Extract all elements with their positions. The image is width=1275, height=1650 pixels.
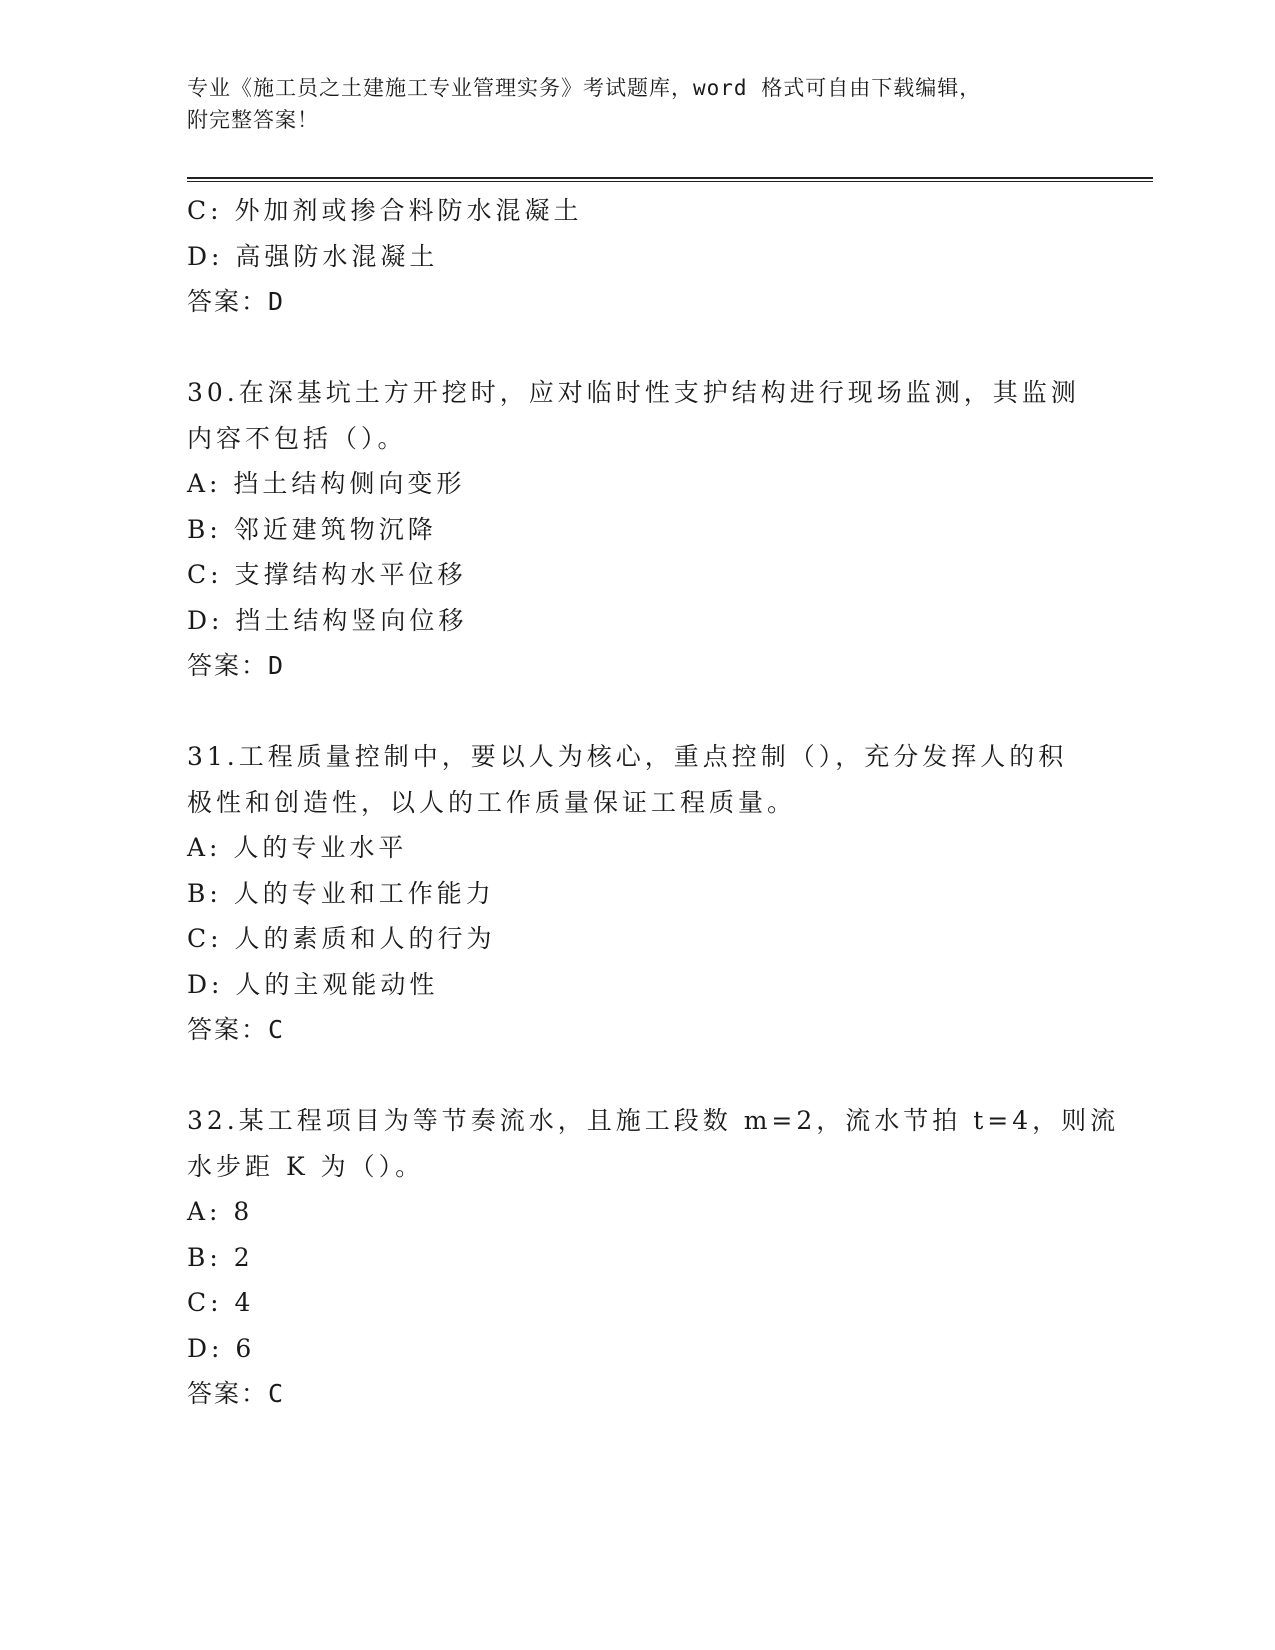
option-b: B: 2 (187, 1242, 254, 1272)
question-30 (187, 370, 1087, 689)
option-d: D: 高强防水混凝土 (187, 241, 439, 271)
option-a: A: 8 (187, 1197, 254, 1226)
answer-value: D (268, 651, 286, 680)
option-b: B: 人的专业和工作能力 (187, 878, 495, 908)
question-32 (187, 1098, 1120, 1417)
answer-value: C (268, 1379, 286, 1408)
question-stem-line-1: 30.在深基坑土方开挖时，应对临时性支护结构进行现场监测，其监测 (187, 378, 1080, 407)
question-stem-line-1: 31.工程质量控制中，要以人为核心，重点控制（），充分发挥人的积 (187, 742, 1068, 771)
option-a: A: 挡土结构侧向变形 (187, 469, 466, 498)
document-header (187, 72, 1087, 136)
question-31 (187, 734, 1087, 1053)
answer-line (187, 1007, 1087, 1053)
option-a: A: 人的专业水平 (187, 833, 408, 862)
question-29-continuation (187, 188, 1087, 325)
option-c: C: 外加剂或掺合料防水混凝土 (187, 196, 583, 225)
question-stem-line-2: 水步距 K 为（）。 (187, 1151, 425, 1181)
option-c: C: 支撑结构水平位移 (187, 560, 467, 589)
answer-value: D (268, 287, 286, 316)
answer-line (187, 279, 1087, 325)
header-line-1: 专业《施工员之土建施工专业管理实务》考试题库，word 格式可自由下载编辑， (187, 76, 982, 100)
spacer (187, 325, 1087, 371)
option-d: D: 挡土结构竖向位移 (187, 605, 468, 635)
answer-label: 答案： (187, 287, 269, 316)
answer-value: C (268, 1015, 286, 1044)
option-d: D: 6 (187, 1333, 256, 1363)
option-c: C: 人的素质和人的行为 (187, 924, 496, 953)
question-stem-line-2: 内容不包括（）。 (187, 423, 407, 453)
question-stem-line-2: 极性和创造性，以人的工作质量保证工程质量。 (187, 787, 797, 817)
answer-label: 答案： (187, 651, 269, 680)
answer-label: 答案： (187, 1015, 269, 1044)
header-divider (187, 177, 1153, 182)
answer-label: 答案： (187, 1379, 269, 1408)
answer-line (187, 643, 1087, 689)
spacer (187, 1053, 1087, 1099)
question-stem-line-1: 32.某工程项目为等节奏流水，且施工段数 m=2，流水节拍 t=4，则流 (187, 1106, 1120, 1135)
option-b: B: 邻近建筑物沉降 (187, 514, 437, 544)
option-c: C: 4 (187, 1288, 255, 1317)
answer-line (187, 1371, 1087, 1417)
option-d: D: 人的主观能动性 (187, 969, 439, 999)
header-line-2: 附完整答案！ (187, 108, 319, 132)
spacer (187, 689, 1087, 735)
document-body (187, 188, 1120, 1417)
